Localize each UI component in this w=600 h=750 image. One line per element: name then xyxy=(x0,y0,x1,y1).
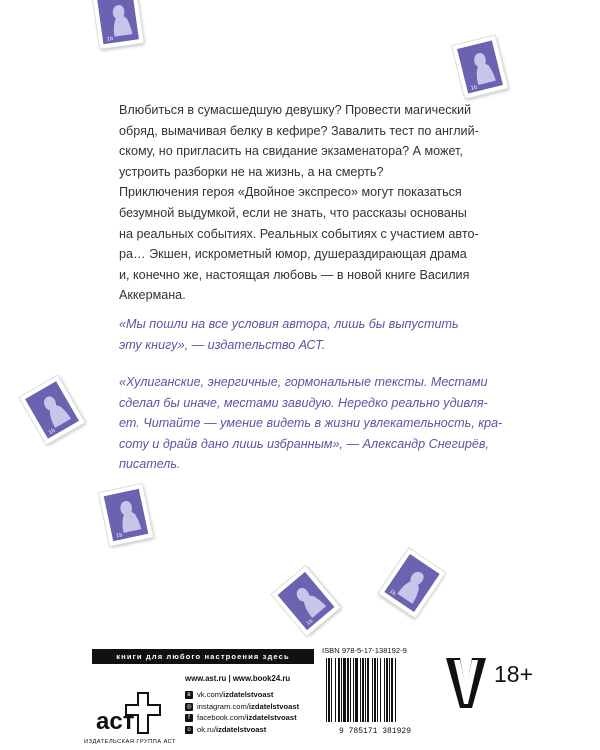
social-link-instagram[interactable] xyxy=(185,701,299,713)
back-cover-footer xyxy=(0,640,600,750)
blurb-line: на реальных событиях. Реальных событиях с участием авто- xyxy=(119,226,479,241)
instagram-icon: ◎ xyxy=(186,703,192,710)
social-links xyxy=(185,689,299,735)
blurb-line: Аккермана. xyxy=(119,288,186,303)
tagline-banner: книги для любого настроения здесь xyxy=(92,649,314,664)
social-handle: izdatelstvoast xyxy=(248,701,300,711)
svg-text:1b: 1b xyxy=(388,588,397,597)
social-link-vk[interactable] xyxy=(185,689,299,701)
social-link-facebook[interactable] xyxy=(185,712,299,724)
age-rating: 18+ xyxy=(494,661,534,687)
social-prefix: ok.ru/ xyxy=(197,724,216,734)
blurb-line: безумной выдумкой, если не знать, что рассказы основаны xyxy=(119,205,467,220)
stamp-decoration xyxy=(379,548,446,617)
blurb-line: Влюбиться в сумасшедшую девушку? Провести магический xyxy=(119,103,472,117)
svg-text:1b: 1b xyxy=(47,427,57,437)
social-prefix: facebook.com/ xyxy=(197,713,247,723)
queen-stamp-icon xyxy=(104,489,149,541)
social-link-ok[interactable] xyxy=(185,724,299,736)
quote-line: эту книгу», — издательство АСТ. xyxy=(119,337,326,352)
social-handle: izdatelstvoast xyxy=(216,724,267,734)
stamp-decoration xyxy=(272,566,340,636)
barcode-bars xyxy=(326,658,396,722)
blurb-line: скому, но пригласить на свидание экзаменатора? А может, xyxy=(119,144,463,159)
blurb-line: ра… Экшен, искрометный юмор, душераздирающая драма xyxy=(119,247,467,262)
logo-caption: ИЗДАТЕЛЬСКАЯ ГРУППА АСТ xyxy=(84,739,176,745)
social-prefix: instagram.com/ xyxy=(197,701,249,711)
queen-stamp-icon xyxy=(384,554,440,612)
book-blurb xyxy=(119,100,503,306)
imprint-logo-icon xyxy=(444,652,488,712)
stamp-decoration xyxy=(92,0,143,49)
blurb-line: и, конечно же, настоящая любовь — в новой книге Василия xyxy=(119,267,470,282)
queen-stamp-icon xyxy=(97,0,139,44)
isbn-number: ISBN 978-5-17-138192-9 xyxy=(322,646,407,655)
blurb-line: Приключения героя «Двойное экспресо» могут показаться xyxy=(119,185,462,200)
stamp-decoration xyxy=(452,35,508,98)
svg-text:1b: 1b xyxy=(106,35,114,43)
queen-stamp-icon xyxy=(457,40,503,93)
ast-logo-icon xyxy=(88,687,168,743)
queen-stamp-icon xyxy=(277,572,334,630)
author-review-quote xyxy=(119,372,509,475)
publisher-quote xyxy=(119,314,509,355)
barcode-digits: 9 785171 381929 xyxy=(338,727,412,736)
quote-line: соту и драйв дано лишь избранным», — Александр Снегирёв, xyxy=(119,436,489,451)
social-prefix: vk.com/ xyxy=(197,690,224,699)
social-handle: izdatelstvoast xyxy=(246,713,297,723)
facebook-icon: f xyxy=(185,714,193,722)
vk-icon: в xyxy=(185,691,193,699)
publisher-websites: www.ast.ru | www.book24.ru xyxy=(185,674,291,683)
svg-text:1b: 1b xyxy=(470,84,478,92)
ast-logo xyxy=(88,687,168,743)
stamp-decoration xyxy=(99,484,153,546)
quote-line: «Хулиганские, энергичные, гормональные тексты. Местами xyxy=(119,375,488,389)
svg-text:1b: 1b xyxy=(305,618,315,627)
quote-line: писатель. xyxy=(119,457,181,472)
quote-line: сделал бы иначе, местами завидую. Нередко реально удивля- xyxy=(119,395,488,410)
odnoklassniki-icon: о xyxy=(185,726,193,734)
isbn-barcode xyxy=(322,658,428,736)
blurb-line: обряд, вымачивая белку в кефире? Завалить тест по англий- xyxy=(119,123,479,138)
svg-text:1b: 1b xyxy=(115,532,124,540)
social-handle: izdatelstvoast xyxy=(223,690,274,699)
quote-line: «Мы пошли на все условия автора, лишь бы выпустить xyxy=(119,317,459,331)
svg-text:аст: аст xyxy=(96,708,135,735)
blurb-line: устроить разборки не на жизнь, а на смерть? xyxy=(119,164,384,179)
quote-line: ет. Читайте — умение видеть в жизни увлекательность, кра- xyxy=(119,416,503,431)
queen-stamp-icon xyxy=(25,381,79,439)
stamp-decoration xyxy=(19,376,84,445)
